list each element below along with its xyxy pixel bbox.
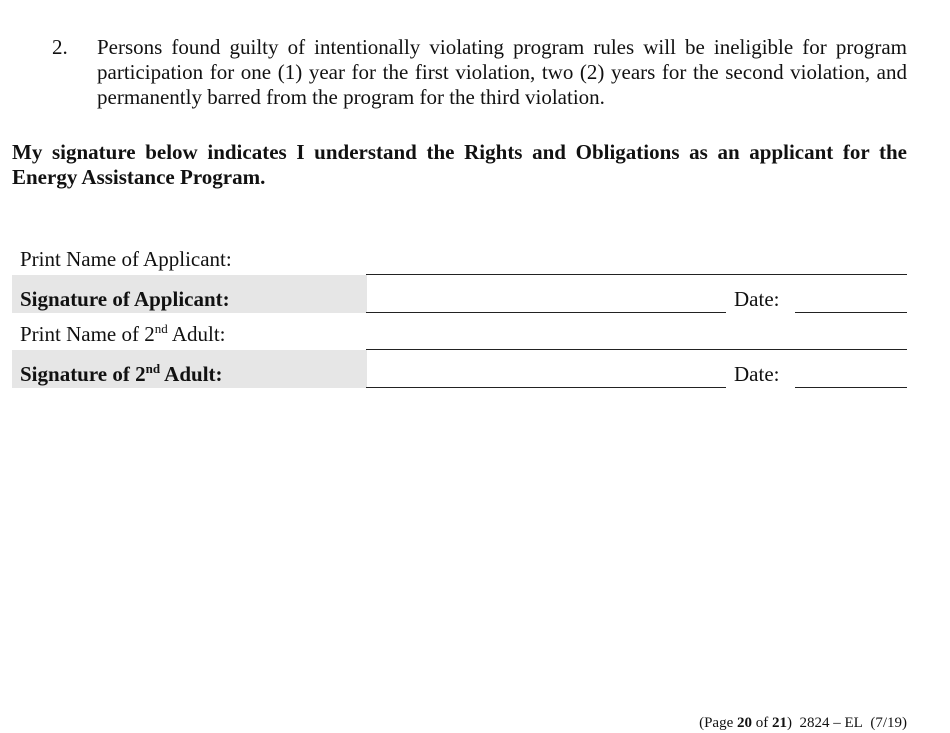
rule-item-text: Persons found guilty of intentionally violating program rules will be ineligible for program participation for one (1) year for the first violation, two (2) years for the second violation, and permanently barred from the program for the third violation. [97,35,907,109]
print-name-applicant-label: Print Name of Applicant: [20,247,232,271]
signature-adult-label: Signature of 2nd Adult: [12,350,367,388]
rule-item-number: 2. [52,35,68,59]
acknowledgement-statement: My signature below indicates I understand the Rights and Obligations as an applicant for the Energy Assistance Program. [12,140,907,189]
signature-applicant-date-label: Date: [734,287,780,311]
signature-adult-field[interactable] [366,386,726,388]
page-current: 20 [737,715,752,731]
form-revision: (7/19) [870,715,907,731]
rule-item [52,35,907,110]
signature-applicant-label: Signature of Applicant: [12,275,367,313]
page-total: 21 [772,715,787,731]
print-name-adult-label: Print Name of 2nd Adult: [20,321,226,346]
form-code: 2824 – EL [799,715,863,731]
signature-adult-date-label: Date: [734,362,780,386]
signature-adult-row [12,350,907,388]
signature-applicant-row [12,275,907,313]
signature-adult-date-field[interactable] [795,386,907,388]
print-name-applicant-row [12,237,907,275]
print-name-adult-row [12,312,907,350]
page-footer: (Page 20 of 21) 2824 – EL (7/19) [699,715,907,731]
